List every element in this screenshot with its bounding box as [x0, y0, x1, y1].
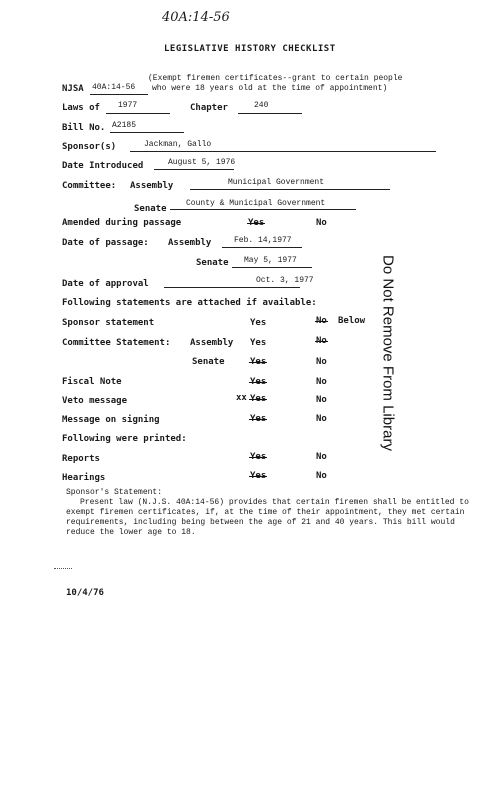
committee-senate-value: County & Municipal Government — [186, 199, 326, 208]
amended-label: Amended during passage — [62, 218, 182, 228]
committee-label: Committee: — [62, 181, 117, 191]
library-stamp: Do Not Remove From Library — [379, 255, 397, 451]
hearings-no: No — [316, 471, 327, 481]
fiscal-note-yes: Yes — [250, 377, 267, 387]
veto-message-yes: Yes — [250, 394, 267, 404]
hearings-yes: Yes — [250, 471, 267, 481]
sponsor-statement-note: Below — [338, 316, 366, 326]
sponsor-statement-no: No — [316, 316, 327, 326]
passage-senate-value: May 5, 1977 — [244, 256, 297, 265]
sponsors-value: Jackman, Gallo — [144, 140, 212, 149]
chapter-value: 240 — [254, 101, 269, 110]
passage-assembly-label: Assembly — [168, 238, 212, 248]
veto-message-label: Veto message — [62, 396, 128, 406]
handwritten-number: 40A:14-56 — [162, 10, 230, 25]
reports-no: No — [316, 452, 327, 462]
veto-message-no: No — [316, 395, 327, 405]
passage-label: Date of passage: — [62, 238, 149, 248]
message-on-signing-yes: Yes — [250, 414, 267, 424]
sponsor-statement-label: Sponsor statement — [62, 318, 155, 328]
scan-mark — [54, 568, 72, 569]
fiscal-note-no: No — [316, 377, 327, 387]
amended-yes: Yes — [248, 218, 265, 228]
njsa-value: 40A:14-56 — [92, 83, 136, 92]
laws-of-label: Laws of — [62, 103, 100, 113]
attached-heading: Following statements are attached if available: — [62, 298, 317, 308]
committee-senate-label: Senate — [134, 204, 167, 214]
committee-assembly-value: Municipal Government — [228, 178, 325, 187]
passage-assembly-value: Feb. 14,1977 — [234, 236, 292, 245]
njsa-description-line1: (Exempt firemen certificates--grant to certain people — [148, 74, 403, 83]
sponsors-label: Sponsor(s) — [62, 142, 117, 152]
approval-label: Date of approval — [62, 279, 149, 289]
amended-no: No — [316, 218, 327, 228]
committee-assembly-label: Assembly — [130, 181, 174, 191]
printed-heading: Following were printed: — [62, 434, 187, 444]
committee-statement-label: Committee Statement: — [62, 338, 171, 348]
reports-yes: Yes — [250, 452, 267, 462]
footer-date: 10/4/76 — [66, 588, 104, 598]
committee-statement-senate-no: No — [316, 357, 327, 367]
message-on-signing-no: No — [316, 414, 327, 424]
bill-no-label: Bill No. — [62, 123, 106, 133]
reports-label: Reports — [62, 454, 100, 464]
statement-text: Present law (N.J.S. 40A:14-56) provides that certain firemen shall be entitled to exempt firemen certificates, if, at the time of their appointment, they met certain requirements, including being between the age of 21 and 40 years. This bill would reduce the lower age to 18. — [66, 498, 469, 537]
fiscal-note-label: Fiscal Note — [62, 377, 122, 387]
passage-senate-label: Senate — [196, 258, 229, 268]
date-introduced-value: August 5, 1976 — [168, 158, 236, 167]
committee-statement-senate-label: Senate — [192, 357, 225, 367]
approval-value: Oct. 3, 1977 — [256, 276, 314, 285]
njsa-label: NJSA — [62, 84, 84, 94]
page-title: LEGISLATIVE HISTORY CHECKLIST — [164, 44, 336, 54]
committee-statement-senate-yes: Yes — [250, 357, 267, 367]
sponsor-statement-yes: Yes — [250, 318, 267, 328]
laws-of-value: 1977 — [118, 101, 138, 110]
njsa-description-line2: who were 18 years old at the time of appointment) — [152, 84, 388, 93]
chapter-label: Chapter — [190, 103, 228, 113]
bill-no-value: A2185 — [112, 121, 137, 130]
date-introduced-label: Date Introduced — [62, 161, 144, 171]
veto-message-prefix: xx — [236, 393, 247, 403]
hearings-label: Hearings — [62, 473, 106, 483]
statement-heading: Sponsor's Statement: — [66, 488, 163, 497]
committee-statement-assembly-no: No — [316, 336, 327, 346]
committee-statement-assembly-label: Assembly — [190, 338, 234, 348]
committee-statement-assembly-yes: Yes — [250, 338, 267, 348]
message-on-signing-label: Message on signing — [62, 415, 160, 425]
